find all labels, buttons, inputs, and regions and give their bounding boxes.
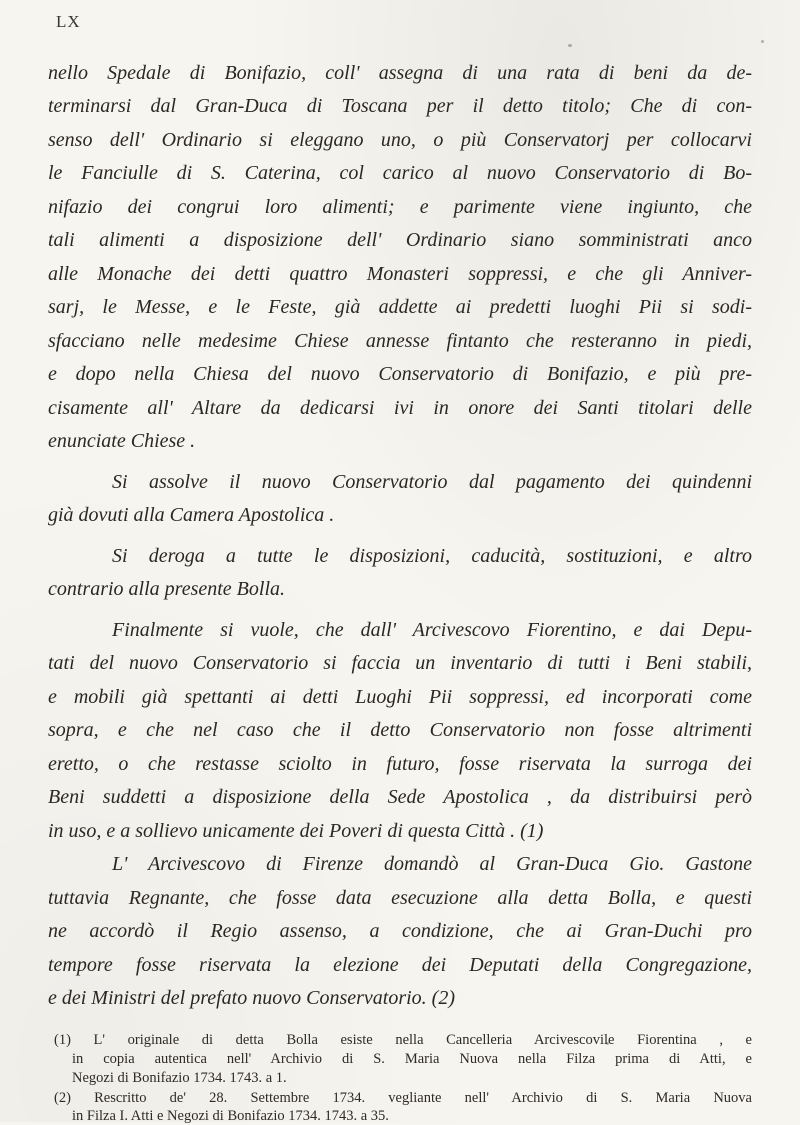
- footnote-line: (1) L' originale di detta Bolla esiste nella Cancelleria Arcivescovile Fiorentina , e: [54, 1032, 752, 1048]
- scan-speck: [568, 44, 572, 47]
- footnote-line: in copia autentica nell' Archivio di S. Maria Nuova nella Filza prima di Atti, e: [72, 1051, 752, 1067]
- text-line: tali alimenti a disposizione dell' Ordinario siano somministrati anco: [48, 229, 752, 251]
- text-line: L' Arcivescovo di Firenze domandò al Gran-Duca Gio. Gastone: [112, 853, 752, 875]
- text-line: e dopo nella Chiesa del nuovo Conservatorio di Bonifazio, e più pre-: [48, 363, 752, 385]
- page-number: LX: [56, 12, 81, 31]
- text-line: sopra, e che nel caso che il detto Conservatorio non fosse altrimenti: [48, 719, 752, 741]
- text-line: Si deroga a tutte le disposizioni, caducità, sostituzioni, e altro: [112, 545, 752, 567]
- scan-speck: [761, 40, 764, 43]
- text-line: Si assolve il nuovo Conservatorio dal pagamento dei quindenni: [112, 471, 752, 493]
- text-line: senso dell' Ordinario si eleggano uno, o più Conservatorj per collocarvi: [48, 129, 752, 151]
- footnote-line: Negozi di Bonifazio 1734. 1743. a 1.: [72, 1070, 287, 1086]
- text-line: tuttavia Regnante, che fosse data esecuzione alla detta Bolla, e questi: [48, 887, 752, 909]
- text-line: già dovuti alla Camera Apostolica .: [48, 504, 335, 526]
- text-line: Beni suddetti a disposizione della Sede Apostolica , da distribuirsi però: [48, 786, 752, 808]
- text-line: eretto, o che restasse sciolto in futuro, fosse riservata la surroga dei: [48, 753, 752, 775]
- footnote-line: (2) Rescritto de' 28. Settembre 1734. vegliante nell' Archivio di S. Maria Nuova: [54, 1090, 752, 1106]
- text-line: sarj, le Messe, e le Feste, già addette ai predetti luoghi Pii si sodi-: [48, 296, 752, 318]
- footnote-line: in Filza I. Atti e Negozi di Bonifazio 1734. 1743. a 35.: [72, 1108, 389, 1124]
- text-line: nifazio dei congrui loro alimenti; e parimente viene ingiunto, che: [48, 196, 752, 218]
- text-line: in uso, e a sollievo unicamente dei Poveri di questa Città . (1): [48, 820, 544, 842]
- text-line: tati del nuovo Conservatorio si faccia un inventario di tutti i Beni stabili,: [48, 652, 752, 674]
- text-line: tempore fosse riservata la elezione dei Deputati della Congregazione,: [48, 954, 752, 976]
- text-line: le Fanciulle di S. Caterina, col carico al nuovo Conservatorio di Bo-: [48, 162, 752, 184]
- text-line: Finalmente si vuole, che dall' Arcivescovo Fiorentino, e dai Depu-: [112, 619, 752, 641]
- text-line: ne accordò il Regio assenso, a condizione, che ai Gran-Duchi pro: [48, 920, 752, 942]
- text-line: enunciate Chiese .: [48, 430, 196, 452]
- text-line: nello Spedale di Bonifazio, coll' assegna di una rata di beni da de-: [48, 62, 752, 84]
- text-line: e mobili già spettanti ai detti Luoghi Pii soppressi, ed incorporati come: [48, 686, 752, 708]
- text-line: sfacciano nelle medesime Chiese annesse fintanto che resteranno in piedi,: [48, 330, 752, 352]
- text-line: contrario alla presente Bolla.: [48, 578, 286, 600]
- text-line: alle Monache dei detti quattro Monasteri soppressi, e che gli Anniver-: [48, 263, 752, 285]
- text-line: terminarsi dal Gran-Duca di Toscana per il detto titolo; Che di con-: [48, 95, 752, 117]
- text-line: cisamente all' Altare da dedicarsi ivi in onore dei Santi titolari delle: [48, 397, 752, 419]
- text-line: e dei Ministri del prefato nuovo Conservatorio. (2): [48, 987, 455, 1009]
